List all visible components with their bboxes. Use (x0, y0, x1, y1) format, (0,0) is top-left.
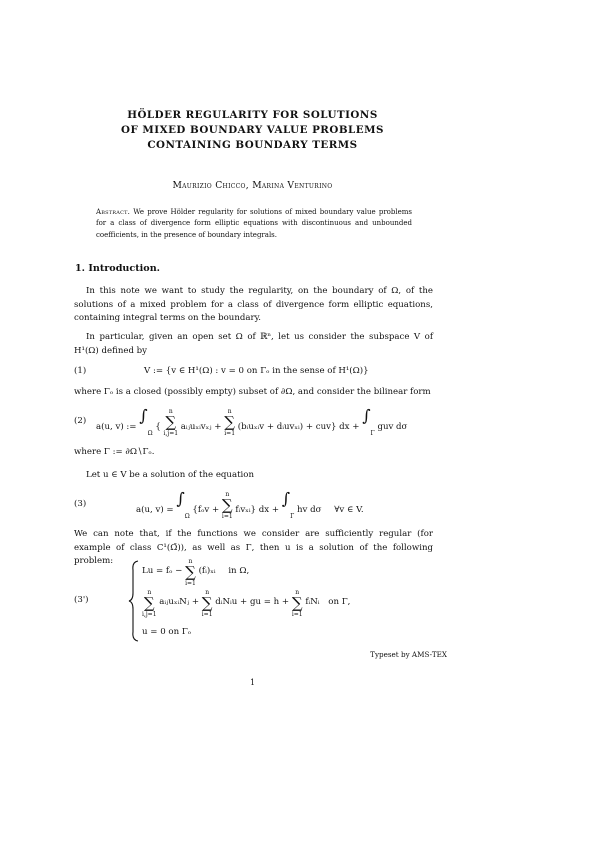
eq3p-row1-b: (fᵢ)ₓᵢ (198, 566, 216, 576)
authors-text: Maurizio Chicco, Marina Venturino (172, 180, 333, 191)
eq3p-row2-sum-3: n ∑ i=1 (291, 589, 303, 618)
paper-title (0, 108, 505, 153)
abstract (96, 207, 412, 241)
eq3p-row-1 (142, 558, 249, 587)
paragraph-1: In this note we want to study the regularity, on the boundary of Ω, of the solutions of a mixed problem for a class of divergence form elliptic equations, containing integral terms on the boundary. (74, 286, 433, 323)
eq3p-row2-a: aᵢⱼuₓᵢNⱼ + (159, 597, 200, 607)
eq3p-row-3: u = 0 on Γₒ (142, 627, 192, 637)
eq3p-row1-c: in Ω, (228, 566, 250, 576)
eq3p-row-2 (142, 589, 350, 618)
equation-3-number: (3) (74, 499, 87, 509)
page-number: 1 (249, 678, 256, 687)
eq2-sum-1: n ∑ i,j=1 (163, 408, 179, 437)
eq2-part2: aᵢⱼuₓᵢvₓⱼ + (180, 422, 222, 432)
eq3p-row1-a: Lu = fₒ − (142, 566, 183, 576)
eq3-sub-omega: Ω (184, 513, 190, 520)
eq3p-row2-d: on Γ, (328, 597, 351, 607)
left-brace (128, 560, 140, 642)
eq3-part2: fᵢvₓᵢ} dx + (235, 505, 280, 515)
equation-3 (136, 491, 364, 520)
title-line-3: CONTAINING BOUNDARY TERMS (147, 139, 358, 151)
equation-2 (96, 408, 407, 437)
paragraph-5: Let u ∈ V be a solution of the equation (86, 470, 255, 480)
eq2-sub-omega: Ω (147, 430, 153, 437)
abstract-label: Abstract. (96, 208, 131, 216)
paragraph-3: where Γₒ is a closed (possibly empty) subset of ∂Ω, and consider the bilinear form (74, 387, 431, 397)
integral-sign: ∫ (176, 489, 185, 508)
paragraph-2: In particular, given an open set Ω of ℝⁿ, let us consider the subspace V of H¹(Ω) defined by (74, 332, 433, 356)
paragraph-6: We can note that, if the functions we consider are sufficiently regular (for example of class C¹(Ω̄)), as well as Γ, then u is a solution of the following problem: (74, 529, 433, 566)
eq3-part3: hv dσ (297, 505, 322, 515)
title-line-1: HÖLDER REGULARITY FOR SOLUTIONS (127, 109, 378, 121)
eq3-sub-gamma: Γ (290, 513, 295, 520)
eq3p-row2-c: fᵢNᵢ (305, 597, 320, 607)
abstract-text: We prove Hölder regularity for solutions of mixed boundary value problems for a class of divergence form elliptic equations with discontinuous and unbounded coefficients, in the presence of boundary integrals. (96, 208, 412, 239)
paragraph-4: where Γ := ∂Ω∖Γₒ. (74, 447, 155, 457)
eq2-lhs: a(u, v) := (96, 422, 137, 432)
eq3-lhs: a(u, v) = (136, 505, 174, 515)
eq2-part4: guv dσ (377, 422, 408, 432)
section-heading: 1. Introduction. (75, 263, 161, 274)
eq2-sub-gamma: Γ (370, 430, 375, 437)
eq3p-row2-sum-1: n ∑ i,j=1 (142, 589, 157, 618)
eq2-sum-2: n ∑ i=1 (224, 408, 236, 437)
authors (0, 180, 505, 191)
eq3p-row2-b: dᵢNᵢu + gu = h + (215, 597, 290, 607)
eq3-part1: {fₒv + (192, 505, 220, 515)
title-line-2: OF MIXED BOUNDARY VALUE PROBLEMS (121, 124, 384, 136)
eq3p-row1-sum: n ∑ i=1 (185, 558, 196, 587)
eq3-sum: n ∑ i=1 (221, 491, 233, 520)
integral-sign: ∫ (139, 406, 148, 425)
eq3-tail: ∀v ∈ V. (334, 505, 364, 515)
typeset-note: Typeset by AMS-TEX (370, 650, 447, 659)
eq2-part1: { (155, 422, 161, 432)
eq3p-row2-sum-2: n ∑ i=1 (201, 589, 213, 618)
equation-2-number: (2) (74, 416, 87, 426)
integral-sign: ∫ (362, 406, 371, 425)
equation-1-number: (1) (74, 366, 87, 376)
equation-3p-number: (3') (74, 595, 89, 605)
integral-sign: ∫ (281, 489, 291, 508)
eq2-part3: (bᵢuₓᵢv + dᵢuvₓᵢ) + cuv} dx + (237, 422, 360, 432)
equation-1: V := {v ∈ H¹(Ω) : v = 0 on Γₒ in the sense of H¹(Ω)} (144, 366, 369, 376)
